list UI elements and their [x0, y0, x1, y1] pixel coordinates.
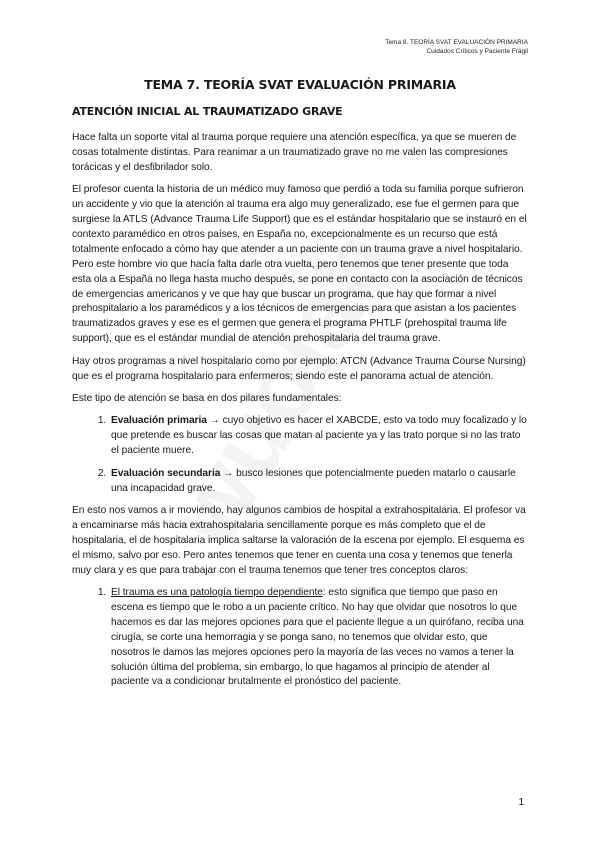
- paragraph: En esto nos vamos a ir moviendo, hay algunos cambios de hospital a extrahospitalaria. El profesor va a encaminarse más hacia extrahospitalaria sencillamente porque es más completo que el de hospitalaria, el de hospitalaria implica saltarse la valoración de la escena por ejemplo. El esquema es el mismo, salvo por eso. Pero antes tenemos que tener en cuenta una cosa y tenemos que tenerla muy clara y es que para trabajar con el trauma tenemos que tener tres conceptos claros:: [72, 504, 526, 576]
- header-topic: Tema 8. TEORÍA SVAT EVALUACIÓN PRIMARIA: [385, 39, 528, 46]
- pillar-term: Evaluación primaria: [111, 415, 207, 427]
- pillar-term: Evaluación secundaria: [111, 467, 221, 479]
- paragraph: Hay otros programas a nivel hospitalario como por ejemplo: ATCN (Advance Trauma Course Nursing) que es el programa hospitalario para enfermeros; siendo este el panorama actual de atención.: [72, 355, 526, 382]
- list-item: [109, 414, 528, 459]
- page-number: 1: [518, 797, 524, 808]
- concept-text: : esto significa que tiempo que paso en escena es tiempo que le robo a un paciente crítico. No hay que olvidar que nosotros lo que hacemos es dar las mejores opciones para que el paciente llegue a un quirófano, reciba una cirugía, se corte una hemorragia y se ponga sano, no tenemos que olvidar esto, que nosotros le damos las mejores opciones pero la mayoría de las veces no vamos a tener la solución última del problema, sin embargo, lo que hagamos al principio de atender al paciente va a condicionar brutalmente el pronóstico del paciente.: [111, 586, 524, 688]
- header-course: Cuidados Críticos y Paciente Frágil: [426, 48, 528, 55]
- pillar-text: → cuyo objetivo es hacer el XABCDE, esto va todo muy focalizado y lo que pretende es buscar las cosas que matan al paciente ya y las trato porque si no las trato el paciente muere.: [111, 415, 527, 457]
- section-heading: ATENCIÓN INICIAL AL TRAUMATIZADO GRAVE: [72, 105, 343, 118]
- list-item: [109, 467, 528, 497]
- pillar-text: → busco lesiones que potencialmente pueden matarlo o causarle una incapacidad grave.: [111, 467, 516, 494]
- pillars-list: [72, 414, 528, 496]
- document-body: [72, 131, 528, 698]
- paragraph: Hace falta un soporte vital al trauma porque requiere una atención específica, ya que se mueren de cosas totalmente distintas. Para reanimar a un traumatizado grave no me valen las compresiones torácicas y el desfibrilador solo.: [72, 132, 517, 173]
- paragraph: El profesor cuenta la historia de un médico muy famoso que perdió a toda su familia porque sufrieron un accidente y vio que la atención al trauma era algo muy generalizado, ese fue el germen para que surgiese la ATLS (Advance Trauma Life Support) que es el estándar hospitalario que se instauró en el contexto paramédico en otros países, en España no, excepcionalmente es un recurso que está totalmente enfocado a cómo hay que atender a un paciente con un trauma grave a nivel hospitalario. Pero este hombre vio que hacía falta darle otra vuelta, pero tenemos que tener presente que toda esta ola a España no llega hasta mucho después, se pone en contacto con la asociación de técnicos de emergencias americanos y ve que hay que buscar un programa, que hay que formar a nivel prehospitalario a los paramédicos y a los técnicos de emergencias para que asistan a los pacientes traumatizados graves y ese es el germen que genera el programa PHTLF (prehospital trauma life support), que es el estándar mundial de atención prehospitalaria del trauma grave.: [72, 184, 527, 345]
- paragraph: Este tipo de atención se basa en dos pilares fundamentales:: [72, 393, 342, 404]
- page-header: [385, 38, 528, 56]
- document-title: TEMA 7. TEORÍA SVAT EVALUACIÓN PRIMARIA: [144, 77, 456, 92]
- concepts-list: [72, 586, 528, 690]
- list-item: [109, 586, 528, 690]
- concept-term: El trauma es una patología tiempo dependiente: [111, 586, 323, 598]
